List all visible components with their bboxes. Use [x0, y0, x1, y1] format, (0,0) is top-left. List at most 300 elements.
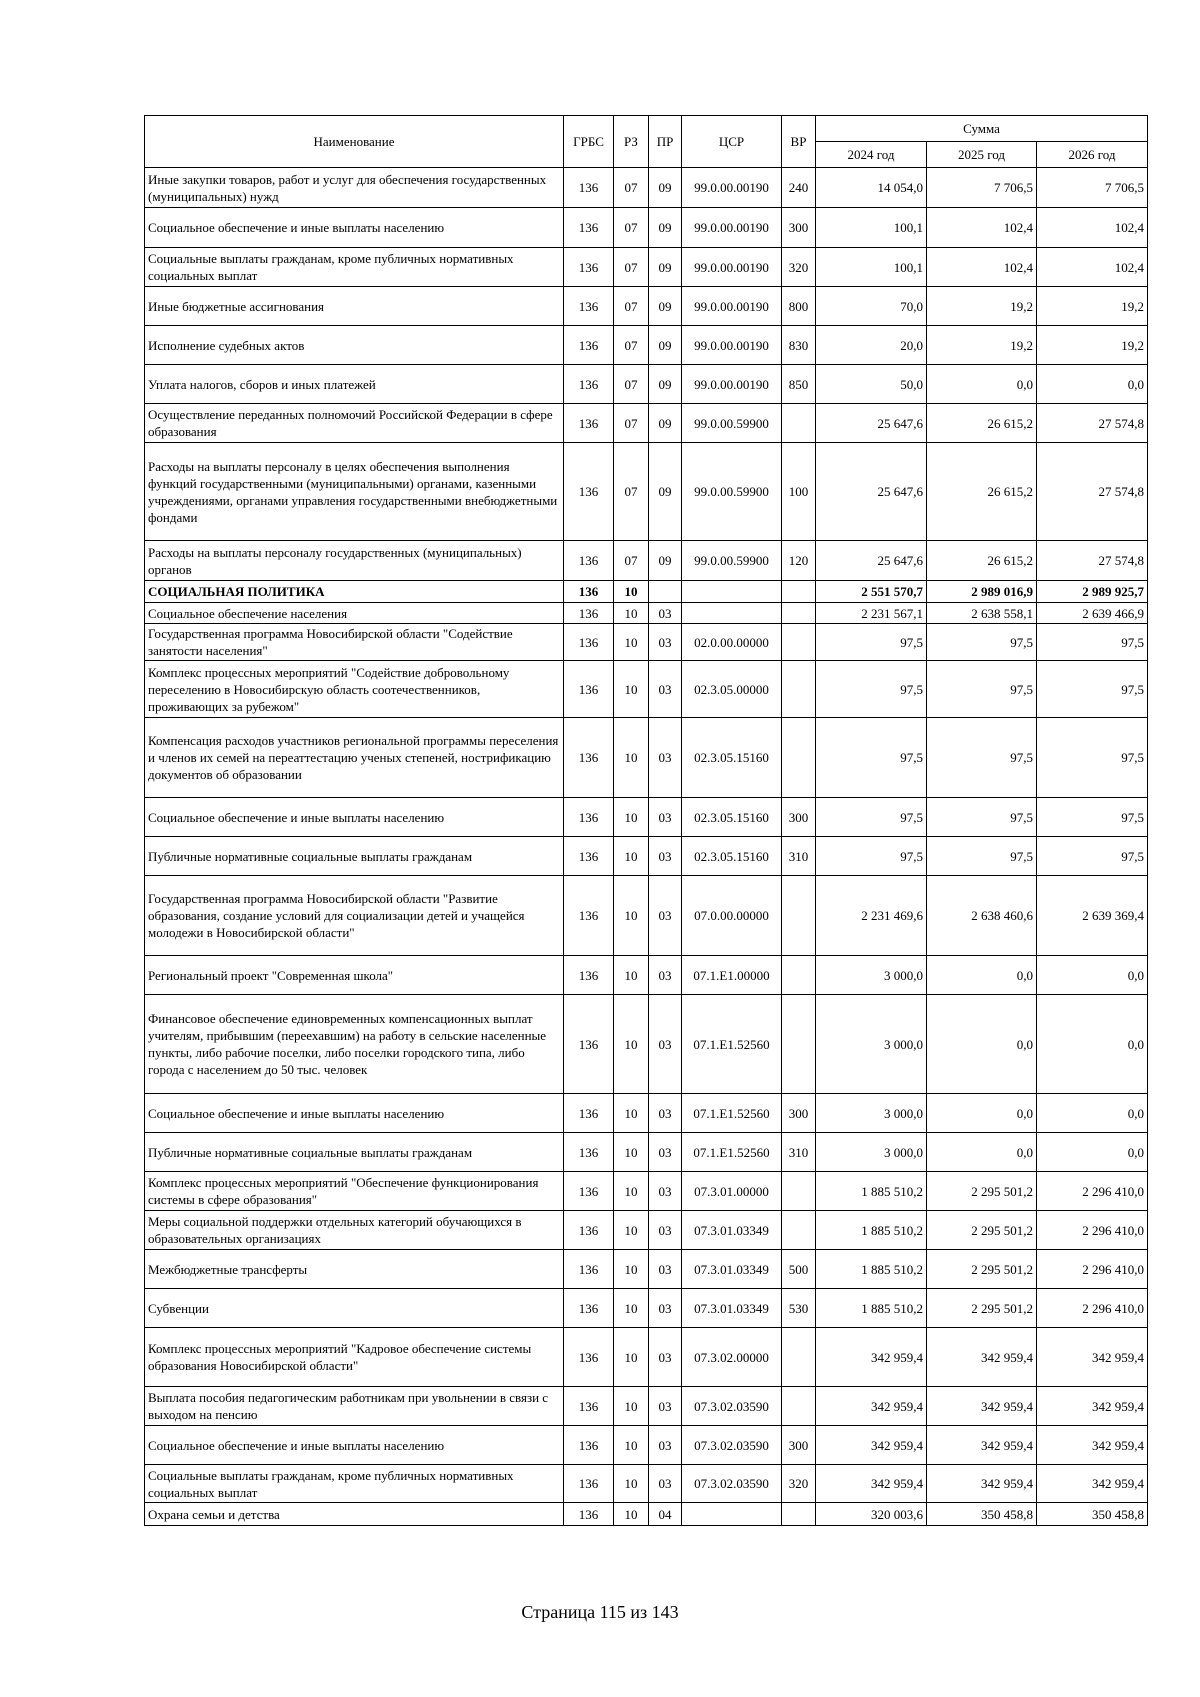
cell-sum-2024: 97,5 [816, 837, 927, 876]
cell-vr [782, 995, 816, 1094]
cell-vr: 120 [782, 541, 816, 581]
table-row [145, 1211, 1148, 1250]
cell-sum-2026: 342 959,4 [1037, 1465, 1148, 1503]
cell-name: Публичные нормативные социальные выплаты гражданам [145, 837, 564, 876]
cell-sum-2024: 97,5 [816, 661, 927, 718]
cell-csr: 02.3.05.00000 [682, 661, 782, 718]
cell-sum-2024: 50,0 [816, 365, 927, 404]
table-row [145, 287, 1148, 326]
cell-sum-2025: 342 959,4 [927, 1387, 1037, 1426]
cell-sum-2025: 0,0 [927, 1094, 1037, 1133]
cell-csr: 99.0.00.00190 [682, 326, 782, 365]
table-row [145, 541, 1148, 581]
cell-rz: 10 [614, 798, 649, 837]
cell-sum-2024: 342 959,4 [816, 1387, 927, 1426]
cell-rz: 10 [614, 1094, 649, 1133]
header-name: Наименование [145, 116, 564, 168]
table-row [145, 1503, 1148, 1526]
cell-sum-2024: 14 054,0 [816, 168, 927, 208]
cell-name: Комплекс процессных мероприятий "Обеспечение функционирования системы в сфере образования" [145, 1172, 564, 1211]
table-row [145, 995, 1148, 1094]
cell-pr: 09 [649, 208, 682, 248]
cell-vr [782, 624, 816, 661]
table-row [145, 1094, 1148, 1133]
cell-name: Осуществление переданных полномочий Российской Федерации в сфере образования [145, 404, 564, 443]
cell-grbs: 136 [564, 1211, 614, 1250]
cell-grbs: 136 [564, 326, 614, 365]
cell-sum-2025: 26 615,2 [927, 541, 1037, 581]
cell-sum-2026: 0,0 [1037, 1133, 1148, 1172]
cell-vr: 300 [782, 798, 816, 837]
table-header [145, 116, 1148, 168]
table-row [145, 1133, 1148, 1172]
cell-sum-2026: 2 296 410,0 [1037, 1250, 1148, 1289]
cell-name: Социальные выплаты гражданам, кроме публичных нормативных социальных выплат [145, 248, 564, 287]
table-row [145, 443, 1148, 541]
table-row [145, 248, 1148, 287]
header-pr: ПР [649, 116, 682, 168]
cell-pr: 03 [649, 1133, 682, 1172]
budget-table [144, 115, 1148, 1526]
cell-name: Публичные нормативные социальные выплаты гражданам [145, 1133, 564, 1172]
cell-sum-2026: 27 574,8 [1037, 443, 1148, 541]
cell-pr: 09 [649, 443, 682, 541]
cell-vr: 300 [782, 1426, 816, 1465]
cell-pr: 09 [649, 248, 682, 287]
cell-grbs: 136 [564, 1094, 614, 1133]
cell-sum-2026: 2 296 410,0 [1037, 1211, 1148, 1250]
cell-sum-2026: 342 959,4 [1037, 1328, 1148, 1387]
cell-grbs: 136 [564, 603, 614, 624]
header-year-2026: 2026 год [1037, 142, 1148, 168]
cell-sum-2024: 3 000,0 [816, 1094, 927, 1133]
cell-pr: 09 [649, 365, 682, 404]
cell-sum-2025: 342 959,4 [927, 1328, 1037, 1387]
cell-sum-2026: 19,2 [1037, 326, 1148, 365]
table-row [145, 1250, 1148, 1289]
cell-sum-2026: 2 639 466,9 [1037, 603, 1148, 624]
cell-sum-2026: 342 959,4 [1037, 1387, 1148, 1426]
table-row [145, 661, 1148, 718]
cell-grbs: 136 [564, 1387, 614, 1426]
cell-csr: 07.3.01.03349 [682, 1289, 782, 1328]
cell-sum-2026: 19,2 [1037, 287, 1148, 326]
cell-sum-2025: 0,0 [927, 995, 1037, 1094]
cell-name: Комплекс процессных мероприятий "Кадровое обеспечение системы образования Новосибирской области" [145, 1328, 564, 1387]
cell-vr: 800 [782, 287, 816, 326]
cell-vr [782, 1328, 816, 1387]
cell-sum-2026: 342 959,4 [1037, 1426, 1148, 1465]
cell-sum-2025: 19,2 [927, 326, 1037, 365]
cell-sum-2025: 0,0 [927, 365, 1037, 404]
cell-csr: 02.3.05.15160 [682, 837, 782, 876]
cell-name: Выплата пособия педагогическим работникам при увольнении в связи с выходом на пенсию [145, 1387, 564, 1426]
cell-sum-2025: 26 615,2 [927, 443, 1037, 541]
table-row [145, 1172, 1148, 1211]
cell-sum-2024: 97,5 [816, 798, 927, 837]
cell-sum-2024: 25 647,6 [816, 541, 927, 581]
cell-csr: 02.3.05.15160 [682, 798, 782, 837]
cell-rz: 10 [614, 603, 649, 624]
cell-grbs: 136 [564, 1328, 614, 1387]
cell-grbs: 136 [564, 208, 614, 248]
cell-pr: 03 [649, 956, 682, 995]
table-row [145, 1465, 1148, 1503]
cell-sum-2026: 97,5 [1037, 718, 1148, 798]
cell-grbs: 136 [564, 541, 614, 581]
cell-sum-2024: 3 000,0 [816, 995, 927, 1094]
cell-sum-2024: 97,5 [816, 624, 927, 661]
cell-rz: 07 [614, 326, 649, 365]
cell-sum-2025: 102,4 [927, 208, 1037, 248]
cell-grbs: 136 [564, 1172, 614, 1211]
cell-sum-2024: 342 959,4 [816, 1328, 927, 1387]
cell-grbs: 136 [564, 581, 614, 603]
cell-csr: 99.0.00.00190 [682, 248, 782, 287]
cell-sum-2026: 27 574,8 [1037, 541, 1148, 581]
cell-pr: 03 [649, 995, 682, 1094]
cell-grbs: 136 [564, 1250, 614, 1289]
cell-sum-2025: 2 295 501,2 [927, 1211, 1037, 1250]
cell-vr: 300 [782, 1094, 816, 1133]
cell-rz: 07 [614, 248, 649, 287]
cell-sum-2026: 0,0 [1037, 365, 1148, 404]
table-row [145, 837, 1148, 876]
cell-sum-2024: 1 885 510,2 [816, 1172, 927, 1211]
cell-grbs: 136 [564, 1133, 614, 1172]
cell-pr: 03 [649, 1465, 682, 1503]
cell-csr: 07.0.00.00000 [682, 876, 782, 956]
cell-rz: 10 [614, 581, 649, 603]
cell-sum-2025: 97,5 [927, 798, 1037, 837]
cell-grbs: 136 [564, 443, 614, 541]
cell-vr [782, 876, 816, 956]
cell-sum-2025: 2 295 501,2 [927, 1289, 1037, 1328]
cell-sum-2026: 97,5 [1037, 798, 1148, 837]
cell-rz: 07 [614, 443, 649, 541]
cell-sum-2024: 1 885 510,2 [816, 1211, 927, 1250]
cell-vr [782, 661, 816, 718]
table-row [145, 956, 1148, 995]
cell-name: Исполнение судебных актов [145, 326, 564, 365]
cell-rz: 10 [614, 1465, 649, 1503]
cell-grbs: 136 [564, 248, 614, 287]
cell-pr: 03 [649, 1211, 682, 1250]
cell-vr [782, 603, 816, 624]
cell-vr [782, 404, 816, 443]
cell-grbs: 136 [564, 287, 614, 326]
cell-vr [782, 956, 816, 995]
cell-sum-2024: 2 231 567,1 [816, 603, 927, 624]
cell-name: Социальное обеспечение и иные выплаты населению [145, 1426, 564, 1465]
cell-vr: 530 [782, 1289, 816, 1328]
cell-sum-2026: 7 706,5 [1037, 168, 1148, 208]
cell-csr: 99.0.00.00190 [682, 365, 782, 404]
table-row [145, 798, 1148, 837]
cell-vr [782, 1211, 816, 1250]
cell-pr [649, 581, 682, 603]
cell-csr: 02.3.05.15160 [682, 718, 782, 798]
cell-csr: 07.3.02.00000 [682, 1328, 782, 1387]
cell-name: Социальное обеспечение и иные выплаты населению [145, 208, 564, 248]
cell-grbs: 136 [564, 624, 614, 661]
table-row [145, 168, 1148, 208]
cell-pr: 03 [649, 624, 682, 661]
cell-sum-2024: 342 959,4 [816, 1465, 927, 1503]
header-vr: ВР [782, 116, 816, 168]
cell-sum-2025: 2 638 558,1 [927, 603, 1037, 624]
cell-rz: 07 [614, 168, 649, 208]
cell-csr: 07.3.01.03349 [682, 1250, 782, 1289]
cell-pr: 04 [649, 1503, 682, 1526]
cell-rz: 10 [614, 1211, 649, 1250]
cell-sum-2026: 97,5 [1037, 624, 1148, 661]
cell-pr: 03 [649, 1328, 682, 1387]
cell-name: Меры социальной поддержки отдельных категорий обучающихся в образовательных организациях [145, 1211, 564, 1250]
cell-rz: 10 [614, 1250, 649, 1289]
cell-pr: 03 [649, 798, 682, 837]
cell-sum-2026: 0,0 [1037, 956, 1148, 995]
cell-pr: 03 [649, 1250, 682, 1289]
cell-csr: 02.0.00.00000 [682, 624, 782, 661]
cell-pr: 03 [649, 1387, 682, 1426]
table-row [145, 876, 1148, 956]
cell-rz: 10 [614, 624, 649, 661]
cell-vr: 320 [782, 1465, 816, 1503]
cell-sum-2026: 27 574,8 [1037, 404, 1148, 443]
cell-vr: 310 [782, 1133, 816, 1172]
cell-csr: 07.1.Е1.52560 [682, 1133, 782, 1172]
cell-vr [782, 718, 816, 798]
cell-vr: 100 [782, 443, 816, 541]
cell-pr: 03 [649, 837, 682, 876]
cell-pr: 03 [649, 603, 682, 624]
cell-name: Охрана семьи и детства [145, 1503, 564, 1526]
cell-sum-2026: 2 296 410,0 [1037, 1172, 1148, 1211]
table-body [145, 168, 1148, 1526]
table-row [145, 404, 1148, 443]
cell-grbs: 136 [564, 1465, 614, 1503]
cell-sum-2025: 7 706,5 [927, 168, 1037, 208]
cell-csr: 07.1.Е1.00000 [682, 956, 782, 995]
cell-grbs: 136 [564, 837, 614, 876]
cell-rz: 10 [614, 1328, 649, 1387]
cell-sum-2025: 97,5 [927, 837, 1037, 876]
cell-sum-2024: 25 647,6 [816, 404, 927, 443]
cell-grbs: 136 [564, 1289, 614, 1328]
cell-vr: 850 [782, 365, 816, 404]
cell-sum-2024: 2 231 469,6 [816, 876, 927, 956]
cell-pr: 09 [649, 404, 682, 443]
cell-grbs: 136 [564, 1503, 614, 1526]
cell-sum-2024: 70,0 [816, 287, 927, 326]
table-row [145, 326, 1148, 365]
cell-sum-2025: 0,0 [927, 1133, 1037, 1172]
cell-rz: 07 [614, 541, 649, 581]
cell-grbs: 136 [564, 798, 614, 837]
cell-csr: 99.0.00.00190 [682, 287, 782, 326]
header-year-2025: 2025 год [927, 142, 1037, 168]
cell-csr [682, 603, 782, 624]
page-number: Страница 115 из 143 [521, 1602, 679, 1622]
cell-sum-2025: 97,5 [927, 624, 1037, 661]
cell-csr: 07.3.02.03590 [682, 1465, 782, 1503]
cell-name: Компенсация расходов участников региональной программы переселения и членов их семей на переаттестацию ученых степеней, нострификацию документов об образовании [145, 718, 564, 798]
cell-name: Субвенции [145, 1289, 564, 1328]
cell-sum-2025: 350 458,8 [927, 1503, 1037, 1526]
cell-pr: 03 [649, 661, 682, 718]
cell-sum-2025: 26 615,2 [927, 404, 1037, 443]
cell-sum-2026: 2 989 925,7 [1037, 581, 1148, 603]
cell-sum-2026: 0,0 [1037, 995, 1148, 1094]
cell-name: Государственная программа Новосибирской области "Содействие занятости населения" [145, 624, 564, 661]
header-rz: РЗ [614, 116, 649, 168]
cell-grbs: 136 [564, 661, 614, 718]
cell-rz: 10 [614, 718, 649, 798]
cell-sum-2025: 342 959,4 [927, 1426, 1037, 1465]
cell-vr: 300 [782, 208, 816, 248]
cell-vr [782, 1172, 816, 1211]
cell-pr: 03 [649, 876, 682, 956]
cell-csr: 07.3.02.03590 [682, 1426, 782, 1465]
cell-name: Иные закупки товаров, работ и услуг для обеспечения государственных (муниципальных) нужд [145, 168, 564, 208]
table-row [145, 1328, 1148, 1387]
header-grbs: ГРБС [564, 116, 614, 168]
cell-sum-2024: 1 885 510,2 [816, 1250, 927, 1289]
cell-pr: 03 [649, 1172, 682, 1211]
cell-rz: 10 [614, 1289, 649, 1328]
cell-sum-2024: 3 000,0 [816, 1133, 927, 1172]
cell-grbs: 136 [564, 876, 614, 956]
cell-grbs: 136 [564, 956, 614, 995]
cell-rz: 07 [614, 365, 649, 404]
cell-vr: 240 [782, 168, 816, 208]
cell-sum-2026: 0,0 [1037, 1094, 1148, 1133]
cell-rz: 10 [614, 995, 649, 1094]
cell-sum-2024: 97,5 [816, 718, 927, 798]
cell-pr: 09 [649, 541, 682, 581]
cell-sum-2026: 2 296 410,0 [1037, 1289, 1148, 1328]
cell-name: Расходы на выплаты персоналу государственных (муниципальных) органов [145, 541, 564, 581]
cell-sum-2024: 20,0 [816, 326, 927, 365]
table-row [145, 603, 1148, 624]
table-row [145, 1387, 1148, 1426]
cell-csr [682, 1503, 782, 1526]
cell-name: Социальные выплаты гражданам, кроме публичных нормативных социальных выплат [145, 1465, 564, 1503]
cell-csr: 07.3.01.03349 [682, 1211, 782, 1250]
cell-sum-2025: 2 989 016,9 [927, 581, 1037, 603]
cell-name: Уплата налогов, сборов и иных платежей [145, 365, 564, 404]
header-year-2024: 2024 год [816, 142, 927, 168]
cell-rz: 10 [614, 876, 649, 956]
cell-rz: 10 [614, 837, 649, 876]
cell-name: Иные бюджетные ассигнования [145, 287, 564, 326]
cell-sum-2026: 97,5 [1037, 837, 1148, 876]
cell-grbs: 136 [564, 168, 614, 208]
cell-vr: 310 [782, 837, 816, 876]
cell-sum-2024: 342 959,4 [816, 1426, 927, 1465]
cell-sum-2026: 102,4 [1037, 208, 1148, 248]
table-row [145, 624, 1148, 661]
cell-csr: 99.0.00.59900 [682, 443, 782, 541]
cell-sum-2025: 2 295 501,2 [927, 1250, 1037, 1289]
cell-sum-2025: 342 959,4 [927, 1465, 1037, 1503]
cell-grbs: 136 [564, 404, 614, 443]
cell-name: СОЦИАЛЬНАЯ ПОЛИТИКА [145, 581, 564, 603]
cell-pr: 09 [649, 287, 682, 326]
cell-grbs: 136 [564, 995, 614, 1094]
cell-csr: 07.3.02.03590 [682, 1387, 782, 1426]
cell-sum-2025: 102,4 [927, 248, 1037, 287]
table-row [145, 365, 1148, 404]
cell-name: Государственная программа Новосибирской области "Развитие образования, создание условий для социализации детей и учащейся молодежи в Новосибирской области" [145, 876, 564, 956]
cell-name: Социальное обеспечение и иные выплаты населению [145, 1094, 564, 1133]
header-sum: Сумма [816, 116, 1148, 142]
cell-rz: 07 [614, 208, 649, 248]
cell-sum-2026: 102,4 [1037, 248, 1148, 287]
cell-name: Расходы на выплаты персоналу в целях обеспечения выполнения функций государственными (муниципальными) органами, казенными учреждениями, органами управления государственными внебюджетными фондами [145, 443, 564, 541]
cell-vr [782, 1387, 816, 1426]
cell-csr: 99.0.00.00190 [682, 168, 782, 208]
cell-vr [782, 581, 816, 603]
cell-vr: 500 [782, 1250, 816, 1289]
cell-rz: 10 [614, 1133, 649, 1172]
cell-rz: 10 [614, 1426, 649, 1465]
cell-pr: 03 [649, 718, 682, 798]
cell-sum-2025: 97,5 [927, 718, 1037, 798]
cell-sum-2024: 1 885 510,2 [816, 1289, 927, 1328]
cell-sum-2025: 19,2 [927, 287, 1037, 326]
cell-vr: 320 [782, 248, 816, 287]
cell-pr: 03 [649, 1426, 682, 1465]
cell-vr [782, 1503, 816, 1526]
cell-csr: 99.0.00.59900 [682, 541, 782, 581]
cell-name: Социальное обеспечение и иные выплаты населению [145, 798, 564, 837]
table-row [145, 1426, 1148, 1465]
cell-sum-2025: 2 638 460,6 [927, 876, 1037, 956]
cell-name: Региональный проект "Современная школа" [145, 956, 564, 995]
cell-rz: 10 [614, 1172, 649, 1211]
cell-name: Социальное обеспечение населения [145, 603, 564, 624]
cell-pr: 09 [649, 326, 682, 365]
cell-sum-2026: 97,5 [1037, 661, 1148, 718]
cell-sum-2025: 97,5 [927, 661, 1037, 718]
cell-name: Финансовое обеспечение единовременных компенсационных выплат учителям, прибывшим (переехавшим) на работу в сельские населенные пункты, либо рабочие поселки, либо поселки городского типа, либо города с населением до 50 тыс. человек [145, 995, 564, 1094]
cell-sum-2024: 3 000,0 [816, 956, 927, 995]
cell-rz: 07 [614, 287, 649, 326]
cell-csr [682, 581, 782, 603]
cell-sum-2024: 2 551 570,7 [816, 581, 927, 603]
cell-rz: 10 [614, 661, 649, 718]
cell-sum-2025: 2 295 501,2 [927, 1172, 1037, 1211]
table-row [145, 208, 1148, 248]
cell-sum-2024: 100,1 [816, 248, 927, 287]
cell-name: Межбюджетные трансферты [145, 1250, 564, 1289]
cell-pr: 03 [649, 1289, 682, 1328]
table-row [145, 718, 1148, 798]
cell-grbs: 136 [564, 718, 614, 798]
cell-pr: 03 [649, 1094, 682, 1133]
cell-sum-2025: 0,0 [927, 956, 1037, 995]
table-row [145, 1289, 1148, 1328]
cell-sum-2024: 320 003,6 [816, 1503, 927, 1526]
cell-csr: 99.0.00.00190 [682, 208, 782, 248]
table-row [145, 581, 1148, 603]
cell-sum-2026: 350 458,8 [1037, 1503, 1148, 1526]
cell-vr: 830 [782, 326, 816, 365]
cell-rz: 10 [614, 1387, 649, 1426]
cell-grbs: 136 [564, 365, 614, 404]
